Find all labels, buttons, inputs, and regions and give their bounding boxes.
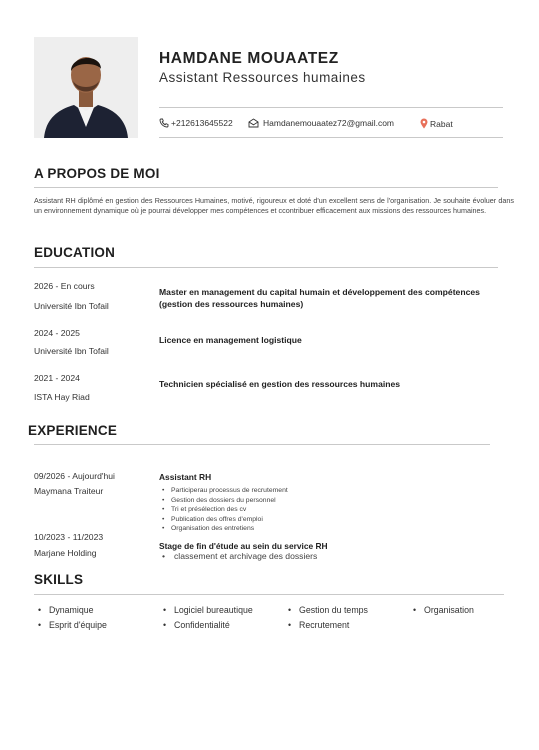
skill-item: • Gestion du temps: [284, 605, 368, 616]
contact-location: [420, 118, 453, 129]
experience-date: 09/2026 - Aujourd'hui: [34, 471, 115, 481]
person-photo-icon: [34, 37, 138, 138]
profile-photo: [34, 37, 138, 138]
skill-item: • Organisation: [409, 605, 474, 616]
about-divider: [34, 187, 498, 188]
education-date: 2026 - En cours: [34, 281, 95, 291]
experience-task: • Participerau processus de recrutement: [159, 486, 288, 496]
skill-item: • Logiciel bureautique: [159, 605, 253, 616]
header-divider-top: [159, 107, 503, 108]
education-degree: Master en management du capital humain et développement des compétences (gestion des ressources humaines): [159, 287, 480, 309]
contact-phone[interactable]: [159, 118, 233, 128]
experience-date: 10/2023 - 11/2023: [34, 532, 104, 542]
experience-company: Maymana Traiteur: [34, 486, 104, 496]
education-title: EDUCATION: [34, 245, 116, 260]
experience-task-list: [159, 486, 288, 534]
education-divider: [34, 267, 498, 268]
education-school: Université Ibn Tofail: [34, 301, 109, 311]
experience-title: EXPERIENCE: [28, 423, 118, 438]
experience-task: • classement et archivage des dossiers: [159, 551, 317, 562]
education-school: Université Ibn Tofail: [34, 346, 109, 356]
skills-column: [34, 605, 107, 631]
education-date: 2021 - 2024: [34, 373, 80, 383]
phone-icon: [159, 118, 169, 128]
experience-role: Assistant RH: [159, 472, 212, 482]
education-school: ISTA Hay Riad: [34, 392, 90, 402]
about-title: A PROPOS DE MOI: [34, 166, 160, 181]
skills-column: [409, 605, 474, 616]
location-pin-icon: [420, 118, 428, 129]
experience-task: • Organisation des entretiens: [159, 524, 288, 534]
location-text: Rabat: [430, 118, 453, 129]
experience-task: • Publication des offres d'emploi: [159, 515, 288, 525]
candidate-title: Assistant Ressources humaines: [159, 70, 366, 85]
education-degree: Licence en management logistique: [159, 335, 302, 345]
email-icon: [248, 118, 259, 128]
experience-task-list: [159, 551, 317, 562]
education-date: 2024 - 2025: [34, 328, 80, 338]
experience-task: • Tri et présélection des cv: [159, 505, 288, 515]
skill-item: • Esprit d'équipe: [34, 620, 107, 631]
experience-task: • Gestion des dossiers du personnel: [159, 496, 288, 506]
skill-item: • Recrutement: [284, 620, 368, 631]
skill-item: • Confidentialité: [159, 620, 253, 631]
skills-divider: [34, 594, 504, 595]
candidate-name: HAMDANE MOUAATEZ: [159, 50, 339, 67]
skills-title: SKILLS: [34, 572, 84, 587]
email-text: Hamdanemouaatez72@gmail.com: [263, 118, 394, 128]
phone-text: +212613645522: [171, 118, 233, 128]
skill-item: • Dynamique: [34, 605, 107, 616]
skills-column: [159, 605, 253, 631]
education-degree: Technicien spécialisé en gestion des ressources humaines: [159, 379, 401, 389]
header-divider-bottom: [159, 137, 503, 138]
experience-divider: [34, 444, 490, 445]
experience-role: Stage de fin d'étude au sein du service RH: [159, 541, 328, 551]
skills-column: [284, 605, 368, 631]
about-text: Assistant RH diplômé en gestion des Ressources Humaines, motivé, rigoureux et doté d'un excellent sens de l'organisation. Je souhaite évoluer dans un environnement dynamique où je pourrai développer mes compétences et ccontribuer efficacement aux missions des ressources humaines.: [34, 196, 514, 216]
contact-email[interactable]: [248, 118, 394, 128]
experience-company: Marjane Holding: [34, 548, 97, 558]
